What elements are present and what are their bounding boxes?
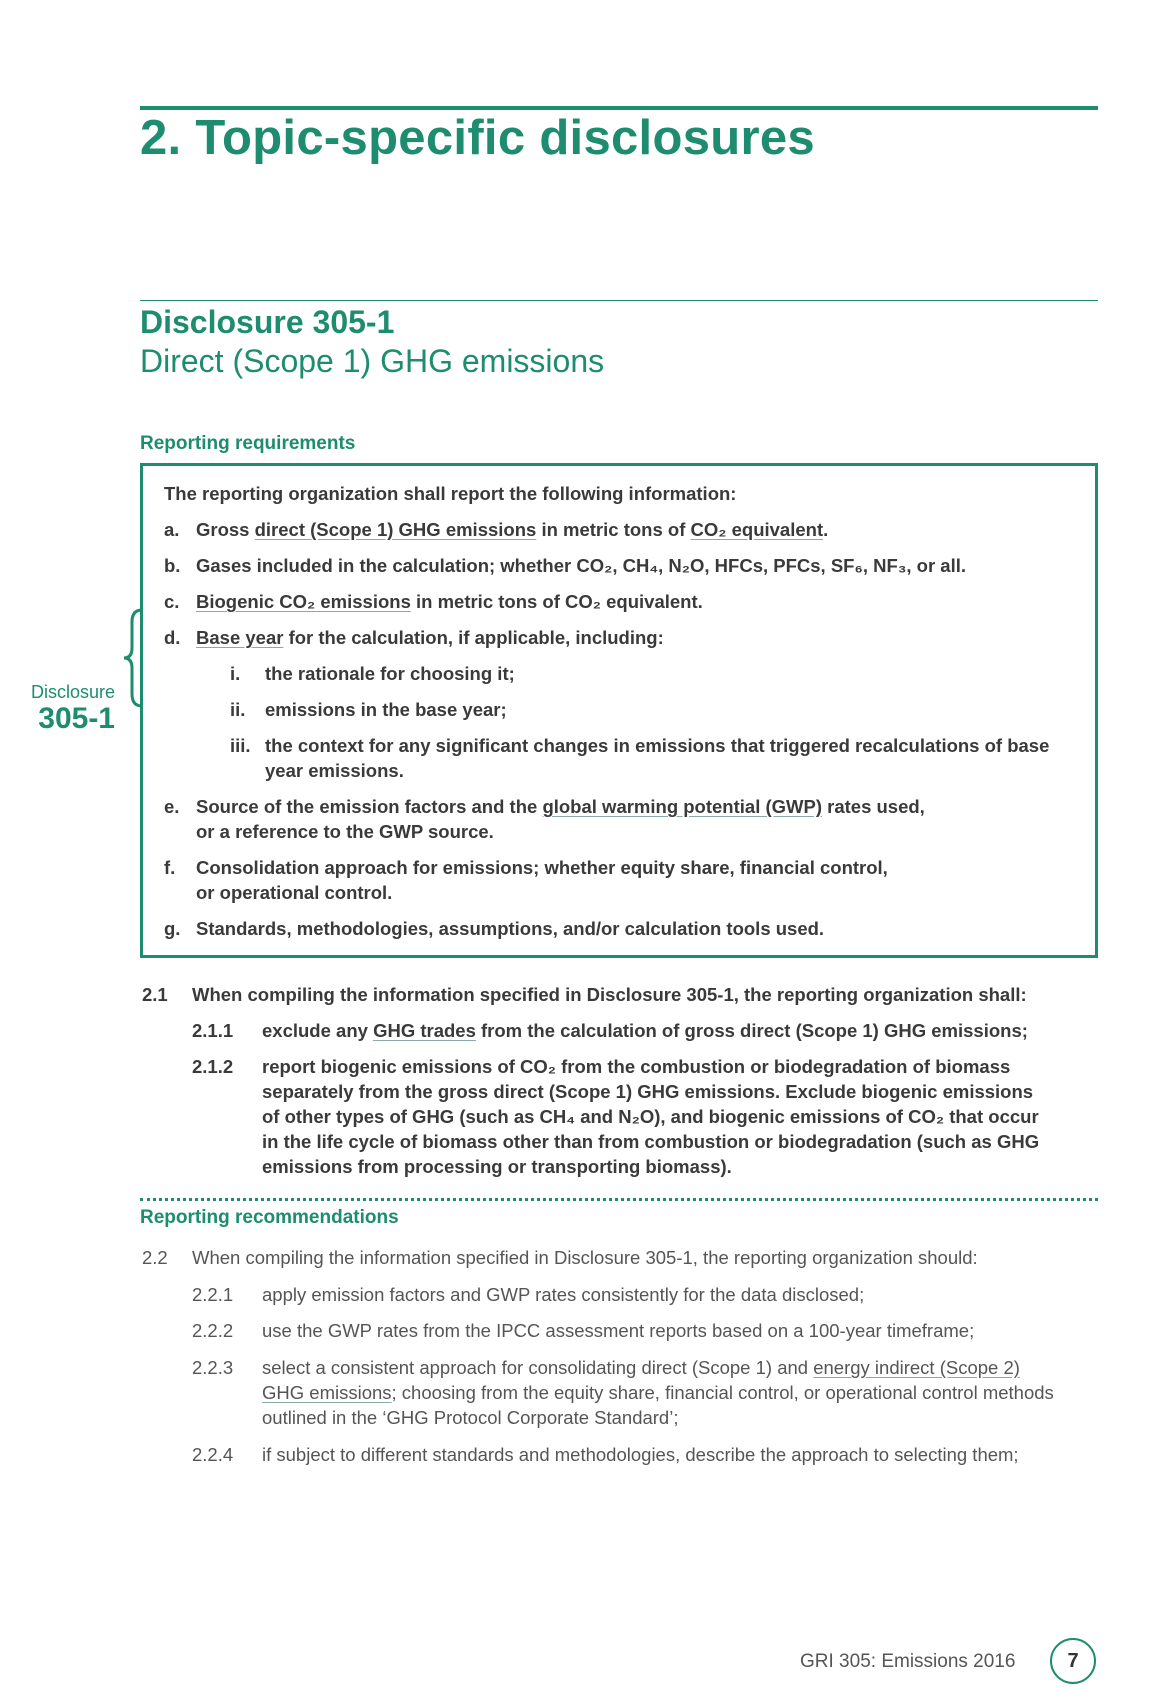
page-number: 7 [1050, 1638, 1096, 1684]
recommendations-heading: Reporting recommendations [140, 1207, 399, 1228]
link-energy-indirect[interactable]: energy indirect (Scope 2) [813, 1357, 1020, 1378]
sub-marker: iii. [230, 735, 251, 756]
clause-2-1-2-line: emissions from processing or transporting biomass). [262, 1156, 732, 1177]
clause-2-2-3-cont: GHG emissions; choosing from the equity share, financial control, or operational control methods [262, 1382, 1054, 1403]
disclosure-number: Disclosure 305-1 [140, 304, 395, 340]
chapter-title: 2. Topic-specific disclosures [140, 111, 815, 165]
clause-2-2-3-cont: outlined in the ‘GHG Protocol Corporate Standard’; [262, 1407, 679, 1428]
clause-number: 2.2 [142, 1247, 168, 1268]
req-item-c: Biogenic CO₂ emissions in metric tons of CO₂ equivalent. [196, 591, 703, 612]
req-item-g: Standards, methodologies, assumptions, and/or calculation tools used. [196, 918, 825, 939]
link-biogenic-co2[interactable]: Biogenic CO₂ emissions [196, 591, 411, 612]
dotted-divider [140, 1198, 1098, 1201]
side-disclosure-number: 305-1 [38, 702, 115, 735]
clause-number: 2.2.4 [192, 1444, 234, 1465]
req-subitem-cont: year emissions. [265, 760, 404, 781]
req-item-f-cont: or operational control. [196, 882, 393, 903]
clause-2-2-2: use the GWP rates from the IPCC assessment reports based on a 100-year timeframe; [262, 1320, 975, 1341]
req-subitem: the rationale for choosing it; [265, 663, 515, 684]
requirements-intro: The reporting organization shall report the following information: [164, 483, 737, 504]
req-marker: e. [164, 796, 180, 817]
clause-2-1-2-line: separately from the gross direct (Scope 1) GHG emissions. Exclude biogenic emissions [262, 1081, 1034, 1102]
clause-2-2-3: select a consistent approach for consolidating direct (Scope 1) and energy indirect (Scope 2) [262, 1357, 1020, 1378]
req-marker: g. [164, 918, 181, 939]
req-item-e-cont: or a reference to the GWP source. [196, 821, 494, 842]
brace-icon [122, 608, 146, 708]
req-marker: c. [164, 591, 180, 612]
footer-title: GRI 305: Emissions 2016 [800, 1651, 1016, 1672]
req-item-b: Gases included in the calculation; whether CO₂, CH₄, N₂O, HFCs, PFCs, SF₆, NF₃, or all. [196, 555, 966, 576]
req-marker: f. [164, 857, 176, 878]
req-marker: d. [164, 627, 181, 648]
clause-number: 2.2.1 [192, 1284, 234, 1305]
clause-number: 2.1.2 [192, 1056, 234, 1077]
req-marker: a. [164, 519, 180, 540]
req-item-f: Consolidation approach for emissions; whether equity share, financial control, [196, 857, 888, 878]
side-disclosure-label: Disclosure [30, 682, 115, 702]
clause-2-2-1: apply emission factors and GWP rates consistently for the data disclosed; [262, 1284, 865, 1305]
disclosure-rule [140, 300, 1098, 301]
req-item-d: Base year for the calculation, if applicable, including: [196, 627, 664, 648]
req-subitem: emissions in the base year; [265, 699, 507, 720]
sub-marker: ii. [230, 699, 246, 720]
disclosure-title: Direct (Scope 1) GHG emissions [140, 343, 605, 379]
clause-number: 2.2.3 [192, 1357, 234, 1378]
req-subitem: the context for any significant changes in emissions that triggered recalculations of base [265, 735, 1050, 756]
requirements-heading: Reporting requirements [140, 433, 356, 454]
link-gwp[interactable]: global warming potential (GWP) [542, 796, 822, 817]
req-item-a: Gross direct (Scope 1) GHG emissions in metric tons of CO₂ equivalent. [196, 519, 829, 540]
clause-2-2-4: if subject to different standards and methodologies, describe the approach to selecting them; [262, 1444, 1019, 1465]
clause-number: 2.1.1 [192, 1020, 234, 1041]
clause-2-1-2-line: report biogenic emissions of CO₂ from the combustion or biodegradation of biomass [262, 1056, 1011, 1077]
sub-marker: i. [230, 663, 241, 684]
clause-text: When compiling the information specified in Disclosure 305-1, the reporting organization should: [192, 1247, 978, 1268]
clause-2-1-2-line: of other types of GHG (such as CH₄ and N₂O), and biogenic emissions of CO₂ that occur [262, 1106, 1039, 1127]
link-base-year[interactable]: Base year [196, 627, 284, 648]
link-ghg-emissions[interactable]: GHG emissions [262, 1382, 392, 1403]
clause-number: 2.1 [142, 984, 168, 1005]
req-marker: b. [164, 555, 181, 576]
link-direct-emissions[interactable]: direct (Scope 1) GHG emissions [254, 519, 537, 540]
clause-text: When compiling the information specified in Disclosure 305-1, the reporting organization shall: [192, 984, 1027, 1005]
link-co2-equivalent[interactable]: CO₂ equivalent [690, 519, 824, 540]
req-item-e: Source of the emission factors and the global warming potential (GWP) rates used, [196, 796, 925, 817]
link-ghg-trades[interactable]: GHG trades [373, 1020, 476, 1041]
clause-2-1-2-line: in the life cycle of biomass other than from combustion or biodegradation (such as GHG [262, 1131, 1040, 1152]
clause-number: 2.2.2 [192, 1320, 234, 1341]
clause-2-1-1: exclude any GHG trades from the calculation of gross direct (Scope 1) GHG emissions; [262, 1020, 1028, 1041]
